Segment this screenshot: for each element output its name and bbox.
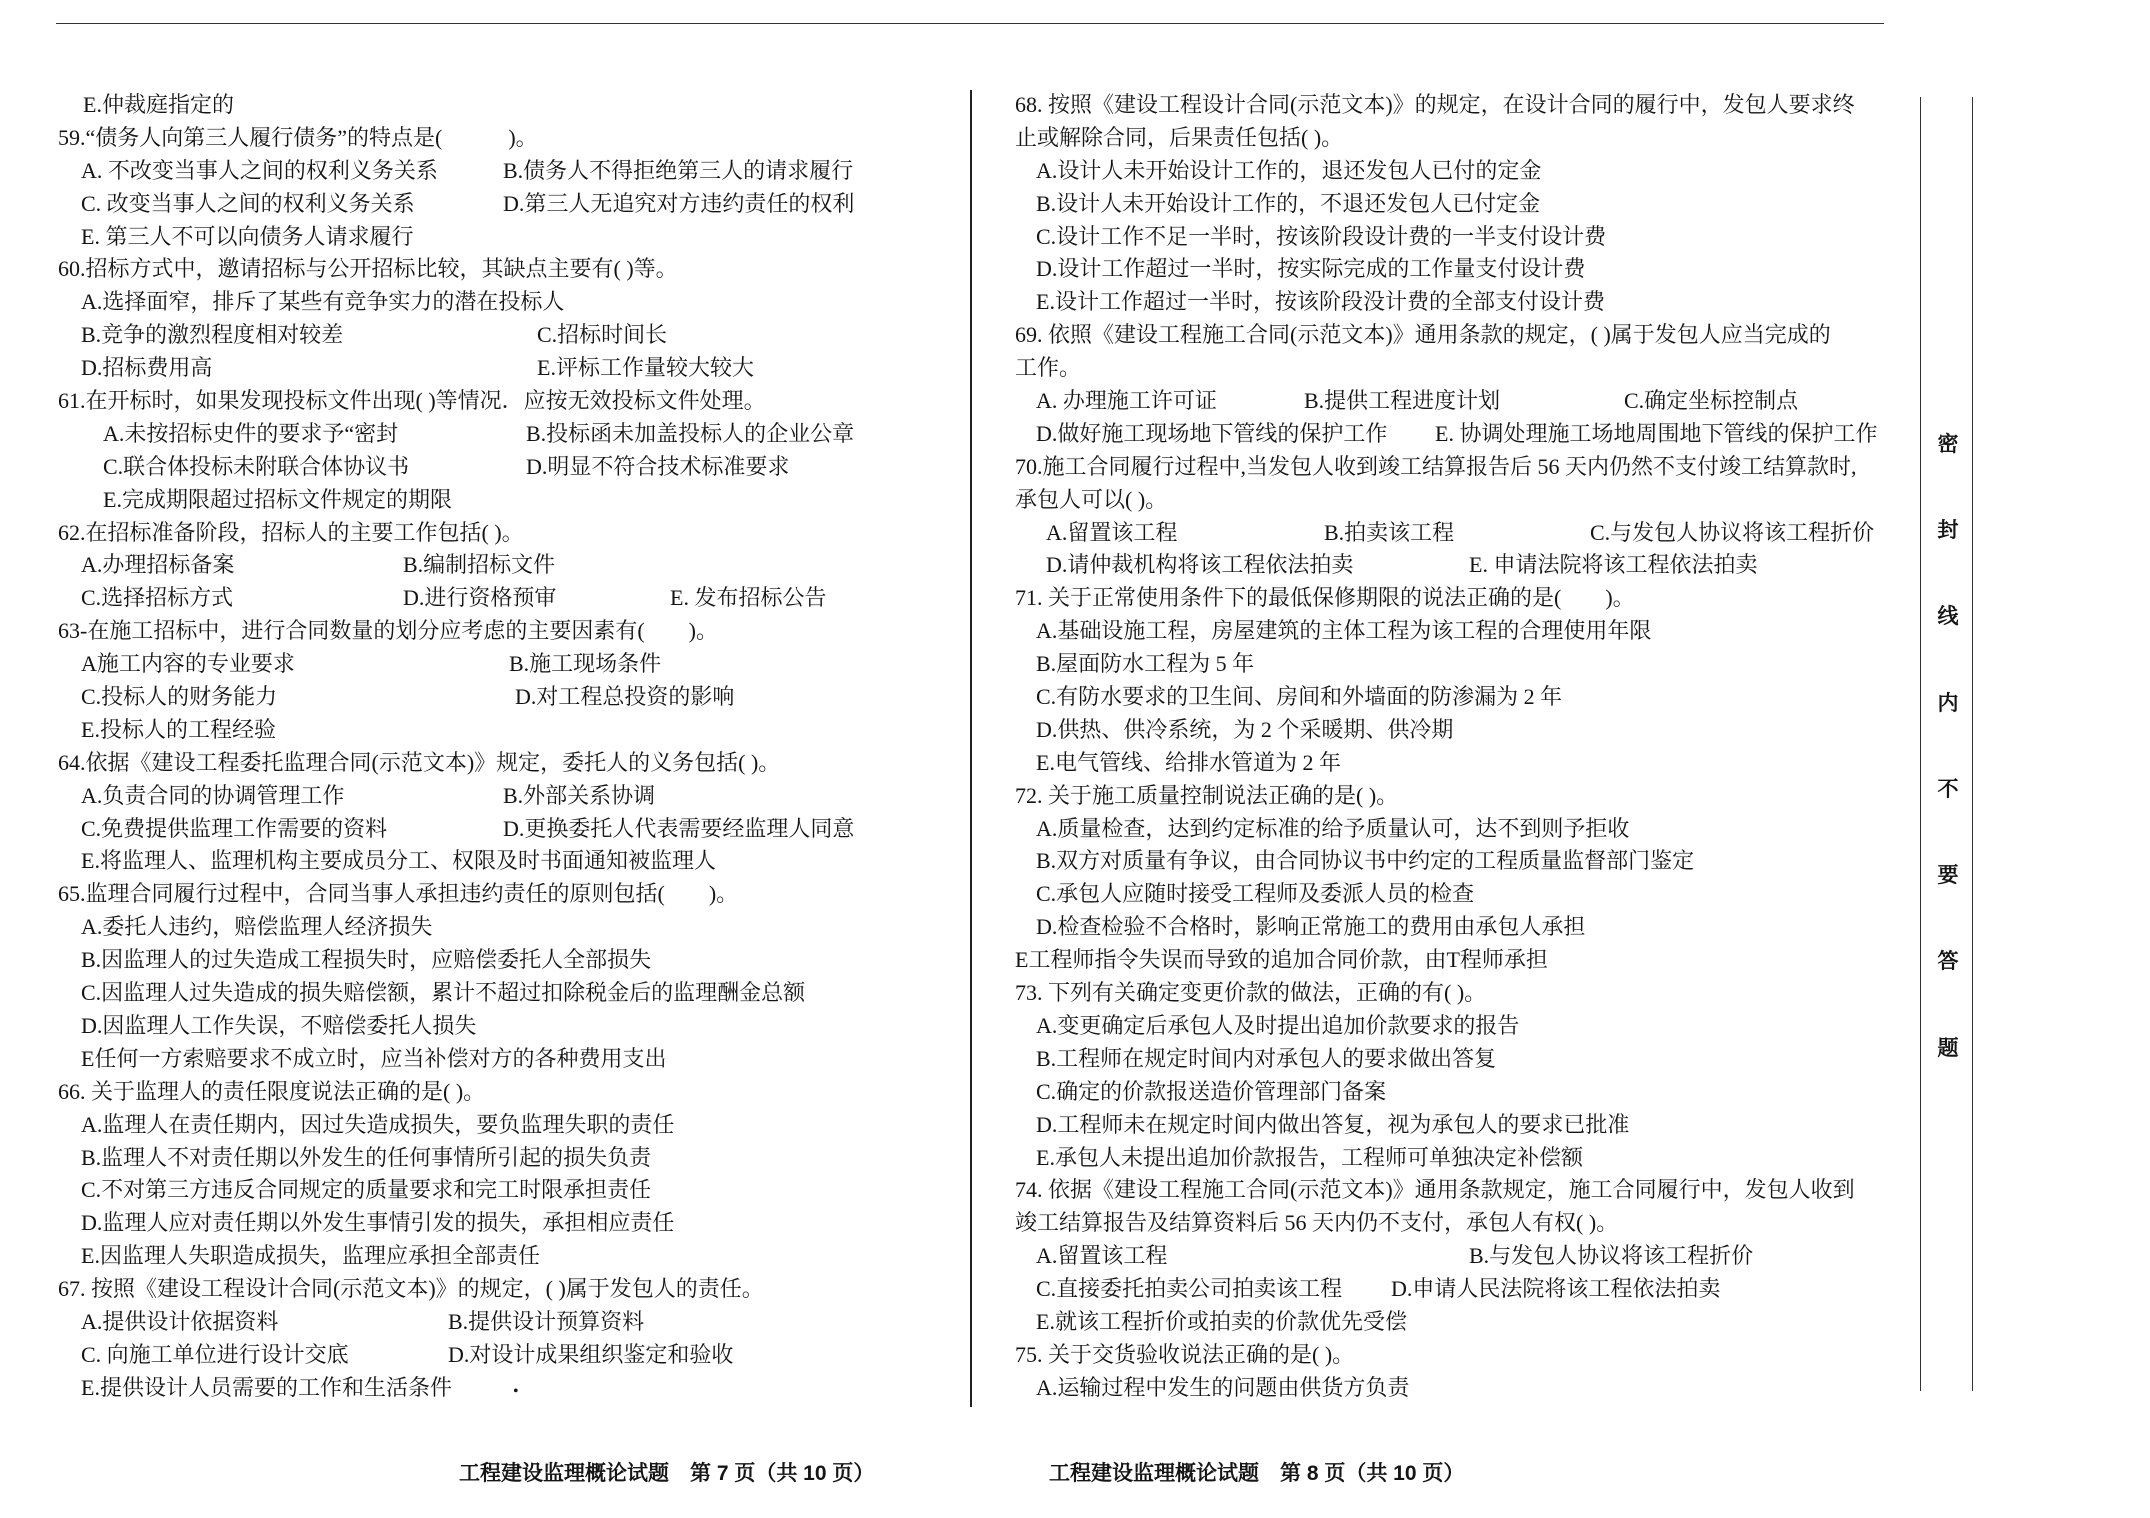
q72-option-d: D.检查检验不合格时，影响正常施工的费用由承包人承担 bbox=[1036, 914, 1586, 940]
question-68-option-row bbox=[0, 188, 1900, 221]
question-68-stem-row bbox=[0, 89, 1900, 122]
q71-option-a: A.基础设施工程，房屋建筑的主体工程为该工程的合理使用年限 bbox=[1036, 618, 1652, 644]
q65-stem: 65.监理合同履行过程中，合同当事人承担违约责任的原则包括( )。 bbox=[58, 881, 739, 907]
q70-stem-line-2: 承包人可以( )。 bbox=[1015, 486, 1168, 512]
q69-stem-line-2: 工作。 bbox=[1015, 355, 1082, 381]
q74-option-b: B.与发包人协议将该工程折价 bbox=[1469, 1243, 1754, 1269]
q69-option-d: D.做好施工现场地下管线的保护工作 bbox=[1036, 420, 1388, 446]
q60-option-e: E.评标工作量较大较大 bbox=[537, 355, 754, 381]
question-71-option-row bbox=[0, 615, 1900, 648]
q72-option-a: A.质量检查，达到约定标准的给予质量认可，达不到则予拒收 bbox=[1036, 815, 1630, 841]
question-71-option-row bbox=[0, 681, 1900, 714]
right-page-footer: 工程建设监理概论试题 第 8 页（共 10 页） bbox=[1049, 1462, 1465, 1485]
q66-stem: 66. 关于监理人的责任限度说法正确的是( )。 bbox=[58, 1078, 486, 1104]
seal-line-inner bbox=[1920, 97, 1921, 1391]
q64-option-a: A.负责合同的协调管理工作 bbox=[81, 782, 345, 808]
question-74-stem-row bbox=[0, 1174, 1900, 1207]
question-74-stem-row bbox=[0, 1207, 1900, 1240]
question-70-options-row bbox=[0, 549, 1900, 582]
q70-option-e: E. 申请法院将该工程依法拍卖 bbox=[1469, 552, 1758, 578]
q71-option-e: E.电气管线、给排水管道为 2 年 bbox=[1036, 749, 1341, 775]
question-73-option-row bbox=[0, 1043, 1900, 1076]
q73-option-c: C.确定的价款报送造价管理部门备案 bbox=[1036, 1078, 1387, 1104]
question-73-option-row bbox=[0, 1109, 1900, 1142]
q68-stem-line-1: 68. 按照《建设工程设计合同(示范文本)》的规定，在设计合同的履行中，发包人要求终 bbox=[1015, 92, 1855, 117]
q63-option-a: A施工内容的专业要求 bbox=[81, 651, 295, 677]
q62-stem: 62.在招标准备阶段，招标人的主要工作包括( )。 bbox=[58, 519, 524, 545]
left-page-footer: 工程建设监理概论试题 第 7 页（共 10 页） bbox=[459, 1462, 875, 1485]
question-72-stem-row bbox=[0, 780, 1900, 813]
q71-option-d: D.供热、供冷系统，为 2 个采暖期、供冷期 bbox=[1036, 716, 1454, 742]
question-70-stem-row bbox=[0, 484, 1900, 517]
question-69-options-row bbox=[0, 385, 1900, 418]
q68-option-c: C.设计工作不足一半时，按该阶段设计费的一半支付设计费 bbox=[1036, 223, 1607, 249]
seal-char: 不 bbox=[1937, 778, 1959, 801]
q60-option-c: C.招标时间长 bbox=[537, 322, 668, 348]
q62-option-c: C.选择招标方式 bbox=[81, 585, 234, 611]
q69-option-a: A. 办理施工许可证 bbox=[1036, 388, 1217, 414]
seal-char: 内 bbox=[1937, 692, 1959, 715]
stray-dot-mark: • bbox=[513, 1382, 519, 1400]
q68-stem-line-2: 止或解除合同，后果责任包括( )。 bbox=[1015, 124, 1344, 150]
q61-option-b: B.投标函未加盖投标人的企业公章 bbox=[526, 420, 855, 446]
q63-option-b: B.施工现场条件 bbox=[509, 651, 662, 677]
q72-stem: 72. 关于施工质量控制说法正确的是( )。 bbox=[1015, 782, 1399, 808]
question-73-option-row bbox=[0, 1076, 1900, 1109]
q68-option-d: D.设计工作超过一半时，按实际完成的工作量支付设计费 bbox=[1036, 256, 1586, 282]
question-68-option-row bbox=[0, 286, 1900, 319]
seal-char: 线 bbox=[1937, 605, 1959, 628]
q66-option-b: B.监理人不对责任期以外发生的任何事情所引起的损失负责 bbox=[81, 1144, 652, 1170]
question-74-options-row bbox=[0, 1306, 1900, 1339]
question-75-stem-row bbox=[0, 1339, 1900, 1372]
question-72-option-row bbox=[0, 813, 1900, 846]
question-72-option-row bbox=[0, 878, 1900, 911]
q69-stem-line-1: 69. 依照《建设工程施工合同(示范文本)》通用条款的规定，( )属于发包人应当完成的 bbox=[1015, 322, 1831, 348]
q68-option-b: B.设计人未开始设计工作的，不退还发包人已付定金 bbox=[1036, 190, 1541, 216]
question-72-option-row bbox=[0, 845, 1900, 878]
question-72-option-row bbox=[0, 944, 1900, 977]
q62-option-a: A.办理招标备案 bbox=[81, 552, 235, 578]
q63-option-c: C.投标人的财务能力 bbox=[81, 684, 278, 710]
question-68-option-row bbox=[0, 155, 1900, 188]
question-71-option-row bbox=[0, 747, 1900, 780]
q67-stem: 67. 按照《建设工程设计合同(示范文本)》的规定，( )属于发包人的责任。 bbox=[58, 1276, 764, 1302]
q74-option-e: E.就该工程折价或拍卖的价款优先受偿 bbox=[1036, 1308, 1407, 1334]
q62-option-b: B.编制招标文件 bbox=[403, 552, 556, 578]
q74-stem-line-1: 74. 依据《建设工程施工合同(示范文本)》通用条款规定，施工合同履行中，发包人收到 bbox=[1015, 1177, 1855, 1203]
q68-option-a: A.设计人未开始设计工作的，退还发包人已付的定金 bbox=[1036, 157, 1542, 183]
question-71-stem-row bbox=[0, 582, 1900, 615]
q72-option-e: E工程师指令失误而导致的追加合同价款，由T程师承担 bbox=[1015, 947, 1548, 973]
q64-option-e: E.将监理人、监理机构主要成员分工、权限及时书面通知被监理人 bbox=[81, 848, 716, 874]
q72-option-c: C.承包人应随时接受工程师及委派人员的检查 bbox=[1036, 881, 1475, 907]
question-73-stem-row bbox=[0, 977, 1900, 1010]
q69-option-b: B.提供工程进度计划 bbox=[1304, 388, 1501, 414]
q75-option-a: A.运输过程中发生的问题由供货方负责 bbox=[1036, 1374, 1410, 1400]
q67-option-e: E.提供设计人员需要的工作和生活条件 bbox=[81, 1374, 452, 1400]
q60-option-d: D.招标费用高 bbox=[81, 355, 213, 381]
q59-option-a: A. 不改变当事人之间的权利义务关系 bbox=[81, 157, 438, 183]
seal-char: 封 bbox=[1937, 519, 1959, 542]
q59-option-e: E. 第三人不可以向债务人请求履行 bbox=[81, 223, 414, 249]
q69-option-e: E. 协调处理施工场地周围地下管线的保护工作 bbox=[1435, 420, 1878, 446]
q65-option-a: A.委托人违约，赔偿监理人经济损失 bbox=[81, 914, 433, 940]
q66-option-e: E.因监理人失职造成损失，监理应承担全部责任 bbox=[81, 1243, 540, 1269]
q74-stem-line-2: 竣工结算报告及结算资料后 56 天内仍不支付，承包人有权( )。 bbox=[1015, 1210, 1619, 1236]
question-68-option-row bbox=[0, 221, 1900, 254]
q75-stem: 75. 关于交货验收说法正确的是( )。 bbox=[1015, 1341, 1355, 1367]
q60-stem: 60.招标方式中，邀请招标与公开招标比较，其缺点主要有( )等。 bbox=[58, 256, 678, 282]
q61-option-a: A.未按招标史件的要求予“密封 bbox=[103, 420, 399, 446]
q63-option-d: D.对工程总投资的影响 bbox=[515, 684, 735, 710]
q73-option-d: D.工程师未在规定时间内做出答复，视为承包人的要求已批准 bbox=[1036, 1111, 1630, 1137]
q71-option-b: B.屋面防水工程为 5 年 bbox=[1036, 651, 1255, 677]
q67-option-c: C. 向施工单位进行设计交底 bbox=[81, 1341, 349, 1367]
question-70-options-row bbox=[0, 517, 1900, 550]
q73-stem: 73. 下列有关确定变更价款的做法，正确的有( )。 bbox=[1015, 980, 1487, 1006]
question-69-stem-row bbox=[0, 352, 1900, 385]
q59-option-b: B.债务人不得拒绝第三人的请求履行 bbox=[503, 157, 854, 183]
question-71-option-row bbox=[0, 714, 1900, 747]
question-73-option-row bbox=[0, 1010, 1900, 1043]
question-75-option-row bbox=[0, 1372, 1900, 1405]
question-68-option-row bbox=[0, 253, 1900, 286]
q60-option-a: A.选择面窄，排斥了某些有竞争实力的潜在投标人 bbox=[81, 289, 565, 315]
q66-option-d: D.监理人应对责任期以外发生事情引发的损失，承担相应责任 bbox=[81, 1210, 675, 1236]
q67-option-a: A.提供设计依据资料 bbox=[81, 1308, 279, 1334]
q64-option-b: B.外部关系协调 bbox=[503, 782, 656, 808]
question-69-stem-row bbox=[0, 319, 1900, 352]
seal-char: 题 bbox=[1937, 1037, 1959, 1060]
q67-option-d: D.对设计成果组织鉴定和验收 bbox=[448, 1341, 734, 1367]
q60-option-b: B.竞争的激烈程度相对较差 bbox=[81, 322, 344, 348]
question-68-stem-row bbox=[0, 122, 1900, 155]
q64-stem: 64.依据《建设工程委托监理合同(示范文本)》规定，委托人的义务包括( )。 bbox=[58, 749, 781, 775]
q68-option-e: E.设计工作超过一半时，按该阶段没计费的全部支付设计费 bbox=[1036, 289, 1605, 315]
question-69-options-row bbox=[0, 418, 1900, 451]
seal-char: 密 bbox=[1937, 433, 1959, 456]
q64-option-d: D.更换委托人代表需要经监理人同意 bbox=[503, 815, 855, 841]
q63-stem: 63-在施工招标中，进行合同数量的划分应考虑的主要因素有( )。 bbox=[58, 618, 718, 644]
q65-option-c: C.因监理人过失造成的损失赔偿额，累计不超过扣除税金后的监理酬金总额 bbox=[81, 980, 806, 1006]
question-72-option-row bbox=[0, 911, 1900, 944]
q61-option-c: C.联合体投标未附联合体协议书 bbox=[103, 453, 410, 479]
seal-char: 答 bbox=[1937, 950, 1959, 973]
q59-option-c: C. 改变当事人之间的权利义务关系 bbox=[81, 190, 415, 216]
right-page-column bbox=[0, 89, 1900, 1405]
q72-option-b: B.双方对质量有争议，由合同协议书中约定的工程质量监督部门鉴定 bbox=[1036, 848, 1695, 874]
q58-option-e: E.仲裁庭指定的 bbox=[83, 92, 234, 117]
q69-option-c: C.确定坐标控制点 bbox=[1624, 388, 1799, 414]
q71-option-c: C.有防水要求的卫生间、房间和外墙面的防渗漏为 2 年 bbox=[1036, 684, 1563, 710]
q70-option-c: C.与发包人协议将该工程折价 bbox=[1590, 519, 1875, 545]
q74-option-a: A.留置该工程 bbox=[1036, 1243, 1168, 1269]
top-rule bbox=[56, 23, 1884, 24]
q70-option-a: A.留置该工程 bbox=[1046, 519, 1178, 545]
q59-stem: 59.“债务人向第三人履行债务”的特点是( )。 bbox=[58, 124, 538, 150]
q70-option-d: D.请仲裁机构将该工程依法拍卖 bbox=[1046, 552, 1354, 578]
question-70-stem-row bbox=[0, 451, 1900, 484]
q71-stem: 71. 关于正常使用条件下的最低保修期限的说法正确的是( )。 bbox=[1015, 585, 1635, 611]
q70-option-b: B.拍卖该工程 bbox=[1324, 519, 1455, 545]
q67-option-b: B.提供设计预算资料 bbox=[448, 1308, 645, 1334]
q73-option-a: A.变更确定后承包人及时提出追加价款要求的报告 bbox=[1036, 1012, 1520, 1038]
question-74-options-row bbox=[0, 1273, 1900, 1306]
q74-option-c: C.直接委托拍卖公司拍卖该工程 bbox=[1036, 1276, 1343, 1302]
q70-stem-line-1: 70.施工合同履行过程中,当发包人收到竣工结算报告后 56 天内仍然不支付竣工结算款时, bbox=[1015, 453, 1857, 479]
question-73-option-row bbox=[0, 1142, 1900, 1175]
q65-option-d: D.因监理人工作失误，不赔偿委托人损失 bbox=[81, 1012, 477, 1038]
q62-option-e: E. 发布招标公告 bbox=[670, 585, 827, 611]
q73-option-e: E.承包人未提出追加价款报告，工程师可单独决定补偿额 bbox=[1036, 1144, 1583, 1170]
q61-option-e: E.完成期限超过招标文件规定的期限 bbox=[103, 486, 452, 512]
q74-option-d: D.申请人民法院将该工程依法拍卖 bbox=[1391, 1276, 1721, 1302]
q61-stem: 61.在开标时，如果发现投标文件出现( )等情况．应按无效投标文件处理。 bbox=[58, 388, 766, 414]
q66-option-c: C.不对第三方违反合同规定的质量要求和完工时限承担责任 bbox=[81, 1177, 652, 1203]
q65-option-b: B.因监理人的过失造成工程损失时，应赔偿委托人全部损失 bbox=[81, 947, 652, 973]
q66-option-a: A.监理人在责任期内，因过失造成损失，要负监理失职的责任 bbox=[81, 1111, 675, 1137]
q59-option-d: D.第三人无追究对方违约责任的权利 bbox=[503, 190, 855, 216]
seal-line-outer bbox=[1972, 97, 1973, 1391]
q73-option-b: B.工程师在规定时间内对承包人的要求做出答复 bbox=[1036, 1045, 1497, 1071]
q62-option-d: D.进行资格预审 bbox=[403, 585, 557, 611]
q63-option-e: E.投标人的工程经验 bbox=[81, 716, 276, 742]
seal-char: 要 bbox=[1937, 864, 1959, 887]
question-74-options-row bbox=[0, 1240, 1900, 1273]
q65-option-e: E任何一方索赔要求不成立时，应当补偿对方的各种费用支出 bbox=[81, 1045, 667, 1071]
question-71-option-row bbox=[0, 648, 1900, 681]
q64-option-c: C.免费提供监理工作需要的资料 bbox=[81, 815, 388, 841]
q61-option-d: D.明显不符合技术标准要求 bbox=[526, 453, 790, 479]
